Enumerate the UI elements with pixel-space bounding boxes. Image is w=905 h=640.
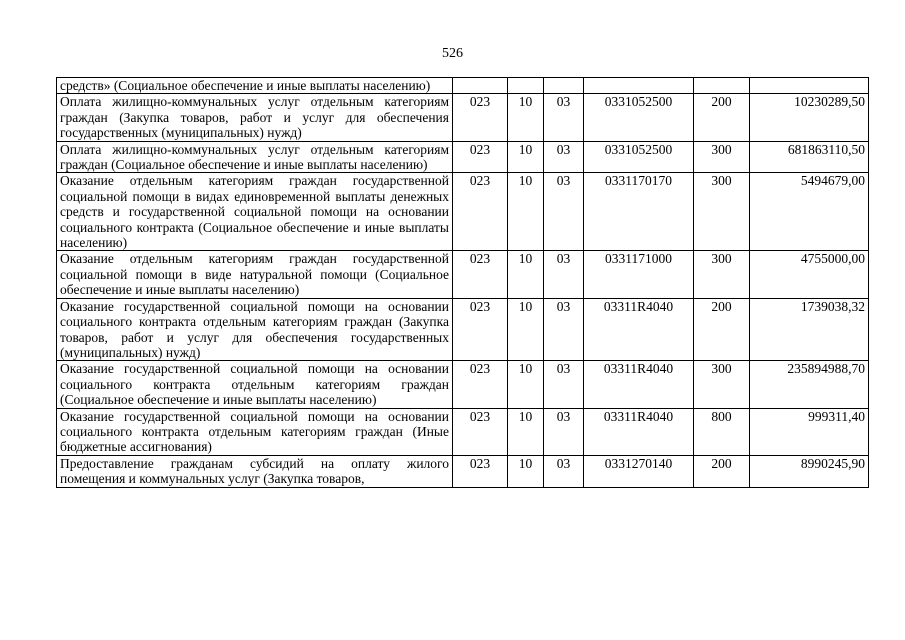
- section-code: 10: [508, 141, 544, 173]
- row-description: Предоставление гражданам субсидий на оплату жилого помещения и коммунальных услуг (Закупка товаров,: [57, 455, 453, 487]
- target-article-code: 0331171000: [584, 251, 694, 298]
- target-article-code: 0331052500: [584, 94, 694, 141]
- target-article-code: [584, 78, 694, 94]
- table-row: [57, 298, 869, 361]
- table-row: [57, 361, 869, 408]
- section-code: 10: [508, 408, 544, 455]
- table-row: [57, 408, 869, 455]
- row-description: Оказание отдельным категориям граждан государственной социальной помощи в виде натуральной помощи (Социальное обеспечение и иные выплаты населению): [57, 251, 453, 298]
- row-description: Оказание государственной социальной помощи на основании социального контракта отдельным категориям граждан (Социальное обеспечение и иные выплаты населению): [57, 361, 453, 408]
- budget-table: [56, 77, 869, 488]
- amount-value: 235894988,70: [750, 361, 869, 408]
- expense-type-code: [694, 78, 750, 94]
- expense-type-code: 200: [694, 455, 750, 487]
- row-description: средств» (Социальное обеспечение и иные выплаты населению): [57, 78, 453, 94]
- amount-value: [750, 78, 869, 94]
- expense-type-code: 300: [694, 173, 750, 251]
- row-description: Оплата жилищно-коммунальных услуг отдельным категориям граждан (Социальное обеспечение и иные выплаты населению): [57, 141, 453, 173]
- subsection-code: 03: [544, 251, 584, 298]
- row-description: Оказание государственной социальной помощи на основании социального контракта отдельным категориям граждан (Закупка товаров, работ и услуг для обеспечения государственных (муниципальных) нужд): [57, 298, 453, 361]
- target-article-code: 0331170170: [584, 173, 694, 251]
- ministry-code: 023: [453, 141, 508, 173]
- target-article-code: 03311R4040: [584, 408, 694, 455]
- expense-type-code: 300: [694, 141, 750, 173]
- table-row: [57, 455, 869, 487]
- amount-value: 10230289,50: [750, 94, 869, 141]
- ministry-code: 023: [453, 408, 508, 455]
- subsection-code: 03: [544, 408, 584, 455]
- table-row: [57, 251, 869, 298]
- amount-value: 5494679,00: [750, 173, 869, 251]
- subsection-code: 03: [544, 455, 584, 487]
- row-description: Оказание отдельным категориям граждан государственной социальной помощи в видах единовременной выплаты денежных средств и государственной социальной помощи на основании социального контракта (Социальное обеспечение и иные выплаты населению): [57, 173, 453, 251]
- ministry-code: 023: [453, 361, 508, 408]
- subsection-code: [544, 78, 584, 94]
- expense-type-code: 300: [694, 361, 750, 408]
- row-description: Оказание государственной социальной помощи на основании социального контракта отдельным категориям граждан (Иные бюджетные ассигнования): [57, 408, 453, 455]
- expense-type-code: 300: [694, 251, 750, 298]
- ministry-code: 023: [453, 94, 508, 141]
- table-row: [57, 78, 869, 94]
- subsection-code: 03: [544, 94, 584, 141]
- expense-type-code: 800: [694, 408, 750, 455]
- ministry-code: 023: [453, 173, 508, 251]
- expense-type-code: 200: [694, 298, 750, 361]
- section-code: 10: [508, 251, 544, 298]
- subsection-code: 03: [544, 298, 584, 361]
- table-row: [57, 94, 869, 141]
- expense-type-code: 200: [694, 94, 750, 141]
- target-article-code: 03311R4040: [584, 361, 694, 408]
- ministry-code: 023: [453, 455, 508, 487]
- target-article-code: 0331052500: [584, 141, 694, 173]
- amount-value: 999311,40: [750, 408, 869, 455]
- subsection-code: 03: [544, 141, 584, 173]
- section-code: 10: [508, 455, 544, 487]
- table-row: [57, 173, 869, 251]
- amount-value: 4755000,00: [750, 251, 869, 298]
- ministry-code: 023: [453, 251, 508, 298]
- section-code: [508, 78, 544, 94]
- section-code: 10: [508, 298, 544, 361]
- row-description: Оплата жилищно-коммунальных услуг отдельным категориям граждан (Закупка товаров, работ и услуг для обеспечения государственных (муниципальных) нужд): [57, 94, 453, 141]
- page-number: 526: [442, 46, 463, 61]
- amount-value: 1739038,32: [750, 298, 869, 361]
- amount-value: 8990245,90: [750, 455, 869, 487]
- ministry-code: 023: [453, 298, 508, 361]
- table-row: [57, 141, 869, 173]
- section-code: 10: [508, 94, 544, 141]
- ministry-code: [453, 78, 508, 94]
- target-article-code: 0331270140: [584, 455, 694, 487]
- target-article-code: 03311R4040: [584, 298, 694, 361]
- subsection-code: 03: [544, 361, 584, 408]
- section-code: 10: [508, 173, 544, 251]
- subsection-code: 03: [544, 173, 584, 251]
- section-code: 10: [508, 361, 544, 408]
- amount-value: 681863110,50: [750, 141, 869, 173]
